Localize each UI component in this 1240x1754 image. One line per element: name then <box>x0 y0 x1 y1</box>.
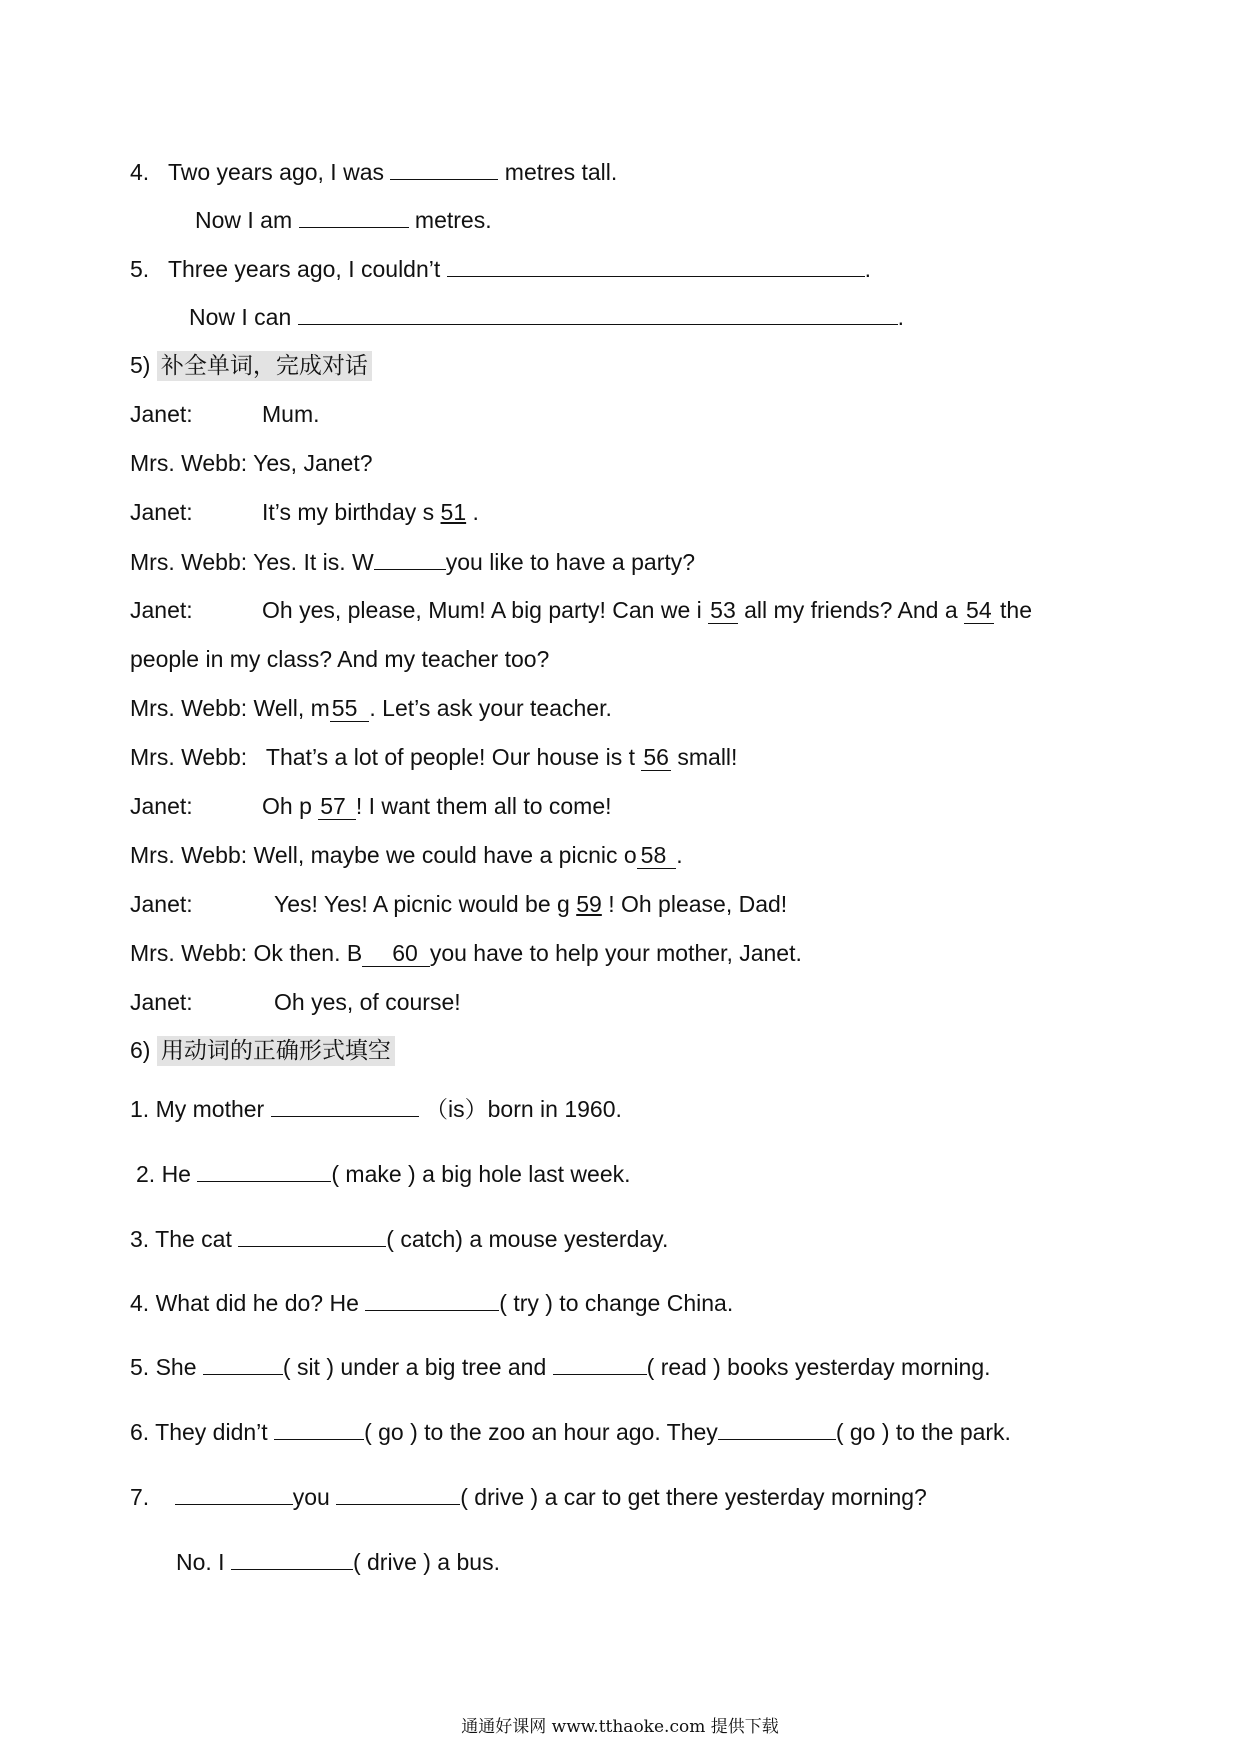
answer-blank[interactable] <box>274 1417 364 1440</box>
dialogue-line: Janet: Oh yes, please, Mum! A big party! Can we i 53 all my friends? And a 54 the <box>130 597 1033 623</box>
question-4-continued: Now I am metres. <box>195 207 492 233</box>
blank-number[interactable]: 55 <box>330 695 370 722</box>
blank-number[interactable]: 60 <box>362 940 430 967</box>
speaker: Mrs. Webb: <box>130 842 248 868</box>
dialogue-line: Mrs. Webb: Well, maybe we could have a picnic o 58 . <box>130 842 683 868</box>
verb-question-6: 6. They didn’t ( go ) to the zoo an hour ago. They ( go ) to the park. <box>130 1419 1011 1445</box>
answer-blank[interactable] <box>365 1288 499 1311</box>
speaker: Mrs. Webb: <box>130 940 248 966</box>
verb-question-3: 3. The cat ( catch) a mouse yesterday. <box>130 1226 669 1252</box>
speaker: Mrs. Webb: <box>130 549 248 575</box>
answer-blank[interactable] <box>299 205 409 228</box>
dialogue-line: Janet: Oh p 57 ! I want them all to come! <box>130 793 612 819</box>
speaker: Janet: <box>130 891 193 917</box>
answer-blank[interactable] <box>271 1094 419 1117</box>
verb-question-7-answer: No. I ( drive ) a bus. <box>176 1549 500 1575</box>
answer-blank[interactable] <box>718 1417 836 1440</box>
speaker: Mrs. Webb: <box>130 695 248 721</box>
blank-number[interactable]: 59 <box>576 891 602 917</box>
dialogue-line: Janet: Yes! Yes! A picnic would be g 59 ! Oh please, Dad! <box>130 891 788 917</box>
answer-blank[interactable] <box>231 1547 353 1570</box>
answer-blank[interactable] <box>238 1224 386 1247</box>
answer-blank[interactable] <box>374 547 446 570</box>
answer-blank[interactable] <box>197 1159 331 1182</box>
question-5: 5. Three years ago, I couldn’t . <box>130 256 872 282</box>
dialogue-line: Janet: Oh yes, of course! <box>130 989 461 1015</box>
blank-number[interactable]: 57 <box>318 793 356 820</box>
blank-number[interactable]: 51 <box>440 499 467 525</box>
blank-number[interactable]: 58 <box>637 842 677 869</box>
speaker: Janet: <box>130 401 193 427</box>
answer-blank[interactable] <box>203 1352 283 1375</box>
dialogue-line: Janet: Mum. <box>130 401 320 427</box>
question-4: 4. Two years ago, I was metres tall. <box>130 159 618 185</box>
answer-blank[interactable] <box>175 1482 293 1505</box>
answer-blank[interactable] <box>390 157 498 180</box>
speaker: Mrs. Webb: <box>130 450 248 476</box>
section-5-heading: 5) 补全单词，完成对话 <box>130 351 372 380</box>
speaker: Janet: <box>130 499 193 525</box>
speaker: Janet: <box>130 793 193 819</box>
verb-question-4: 4. What did he do? He ( try ) to change China. <box>130 1290 734 1316</box>
dialogue-line: Mrs. Webb: That’s a lot of people! Our house is t 56 small! <box>130 744 738 770</box>
verb-question-1: 1. My mother （is）born in 1960. <box>130 1096 622 1122</box>
answer-blank[interactable] <box>336 1482 460 1505</box>
speaker: Janet: <box>130 597 193 623</box>
speaker: Mrs. Webb: <box>130 744 248 770</box>
answer-blank[interactable] <box>553 1352 647 1375</box>
blank-number[interactable]: 56 <box>643 744 669 770</box>
answer-blank[interactable] <box>298 302 898 325</box>
dialogue-line-continued: people in my class? And my teacher too? <box>130 646 550 672</box>
verb-question-2: 2. He ( make ) a big hole last week. <box>136 1161 631 1187</box>
section-6-title: 用动词的正确形式填空 <box>157 1036 395 1066</box>
dialogue-line: Mrs. Webb: Yes, Janet? <box>130 450 373 476</box>
verb-question-7: 7. you ( drive ) a car to get there yesterday morning? <box>130 1484 927 1510</box>
dialogue-line: Mrs. Webb: Ok then. B 60 you have to help your mother, Janet. <box>130 940 802 966</box>
dialogue-line: Mrs. Webb: Yes. It is. W you like to have a party? <box>130 549 696 575</box>
dialogue-line: Janet: It’s my birthday s 51 . <box>130 499 479 525</box>
answer-blank[interactable] <box>447 254 865 277</box>
verb-question-5: 5. She ( sit ) under a big tree and ( read ) books yesterday morning. <box>130 1354 991 1380</box>
dialogue-line: Mrs. Webb: Well, m55 . Let’s ask your teacher. <box>130 695 612 721</box>
blank-number[interactable]: 54 <box>966 597 992 623</box>
blank-number[interactable]: 53 <box>710 597 736 623</box>
page-footer: 通通好课网 www.tthaoke.com 提供下载 <box>461 1717 779 1737</box>
speaker: Janet: <box>130 989 193 1015</box>
section-6-heading: 6) 用动词的正确形式填空 <box>130 1036 395 1065</box>
section-5-title: 补全单词，完成对话 <box>157 351 372 381</box>
question-5-continued: Now I can . <box>189 304 905 330</box>
